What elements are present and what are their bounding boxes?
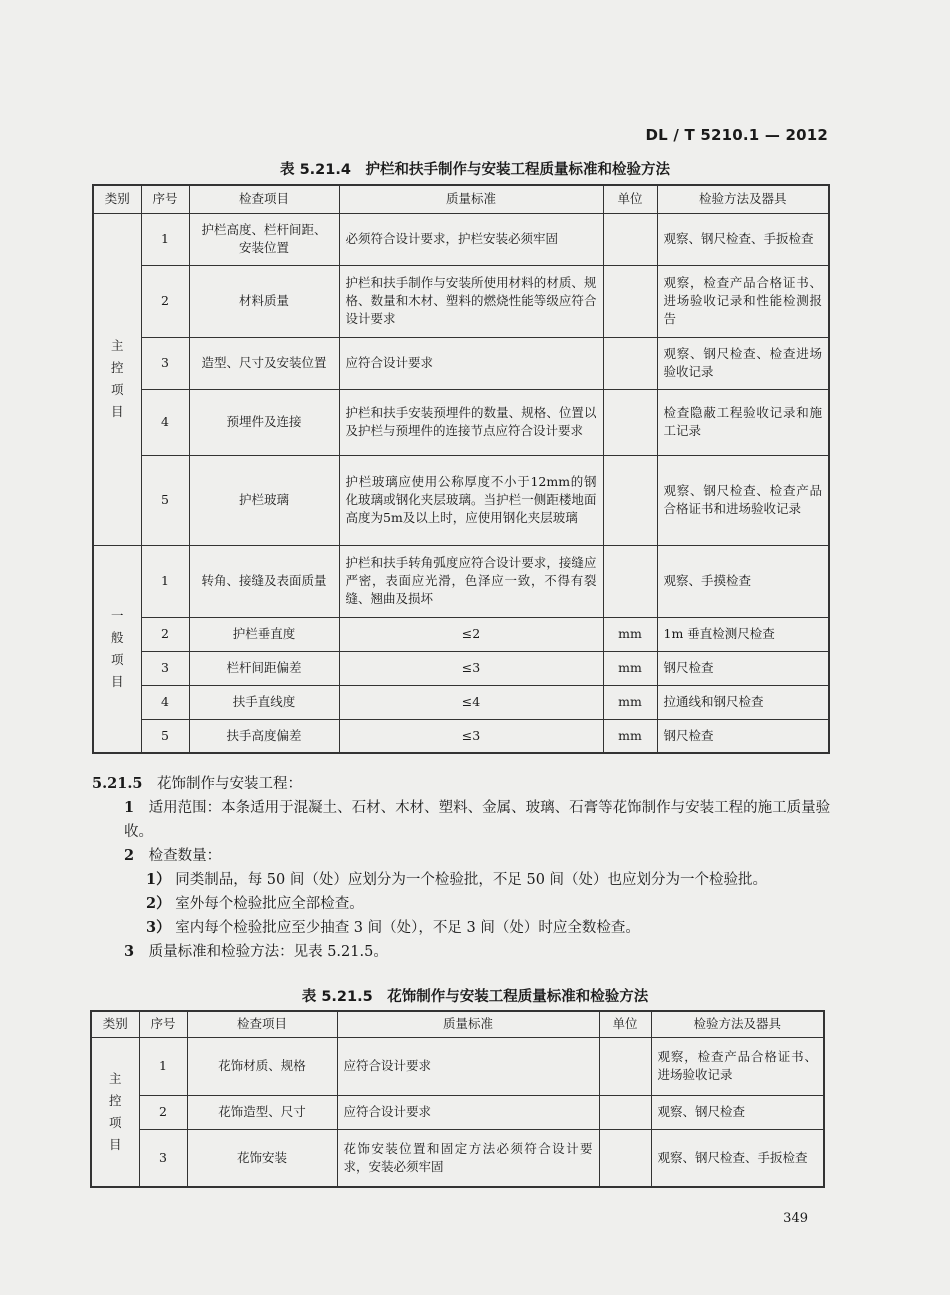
row-no: 2 xyxy=(139,1095,187,1129)
paragraph-1 xyxy=(92,796,832,844)
paragraph-2-2 xyxy=(92,892,832,916)
row-item: 护栏高度、栏杆间距、安装位置 xyxy=(189,213,339,265)
row-standard: ≤3 xyxy=(339,719,603,753)
paragraph-2-2-text: 室外每个检验批应全部检查。 xyxy=(175,896,364,912)
row-item: 转角、接缝及表面质量 xyxy=(189,545,339,617)
row-method: 观察，检查产品合格证书、进场验收记录 xyxy=(651,1037,824,1095)
row-no: 4 xyxy=(141,389,189,455)
paragraph-2 xyxy=(92,844,832,868)
header-item: 检查项目 xyxy=(187,1011,337,1037)
table-header-row xyxy=(91,1011,824,1037)
row-method: 观察、钢尺检查、手扳检查 xyxy=(657,213,829,265)
table-header-row xyxy=(93,185,829,213)
row-no: 3 xyxy=(141,651,189,685)
table-row xyxy=(93,213,829,265)
table-row xyxy=(93,545,829,617)
row-standard: 护栏和扶手转角弧度应符合设计要求，接缝应严密，表面应光滑，色泽应一致，不得有裂缝、翘曲及损坏 xyxy=(339,545,603,617)
paragraph-3-no: 3 xyxy=(124,943,135,960)
category-cell xyxy=(91,1037,139,1187)
header-no: 序号 xyxy=(139,1011,187,1037)
section-heading-text: 花饰制作与安装工程： xyxy=(156,776,302,792)
header-standard: 质量标准 xyxy=(337,1011,599,1037)
row-item: 花饰安装 xyxy=(187,1129,337,1187)
table-5-21-5-title: 表 5.21.5 花饰制作与安装工程质量标准和检验方法 xyxy=(301,989,649,1005)
paragraph-2-3-text: 室内每个检验批应至少抽查 3 间（处），不足 3 间（处）时应全数检查。 xyxy=(175,920,640,936)
header-method: 检验方法及器具 xyxy=(651,1011,824,1037)
table-row xyxy=(93,719,829,753)
header-method: 检验方法及器具 xyxy=(657,185,829,213)
paragraph-2-2-no: 2） xyxy=(146,895,171,912)
paragraph-2-3 xyxy=(92,916,832,940)
row-standard: 应符合设计要求 xyxy=(337,1037,599,1095)
row-unit xyxy=(603,545,657,617)
row-standard: 花饰安装位置和固定方法必须符合设计要求，安装必须牢固 xyxy=(337,1129,599,1187)
header-category: 类别 xyxy=(93,185,141,213)
row-method: 检查隐蔽工程验收记录和施工记录 xyxy=(657,389,829,455)
table-row xyxy=(91,1129,824,1187)
table-row xyxy=(93,265,829,337)
table-row xyxy=(91,1095,824,1129)
row-unit xyxy=(603,337,657,389)
row-method: 1m 垂直检测尺检查 xyxy=(657,617,829,651)
section-heading xyxy=(92,772,832,796)
paragraph-2-3-no: 3） xyxy=(146,919,171,936)
section-heading-no: 5.21.5 xyxy=(92,775,143,792)
paragraph-2-1-text: 同类制品，每 50 间（处）应划分为一个检验批，不足 50 间（处）也应划分为一个检验批。 xyxy=(175,872,768,888)
row-standard: 护栏和扶手制作与安装所使用材料的材质、规格、数量和木材、塑料的燃烧性能等级应符合设计要求 xyxy=(339,265,603,337)
row-item: 栏杆间距偏差 xyxy=(189,651,339,685)
table-5-21-4 xyxy=(92,184,830,754)
row-no: 5 xyxy=(141,719,189,753)
standard-code: DL / T 5210.1 — 2012 xyxy=(645,126,828,144)
row-item: 扶手高度偏差 xyxy=(189,719,339,753)
row-item: 预埋件及连接 xyxy=(189,389,339,455)
row-standard: ≤2 xyxy=(339,617,603,651)
row-unit xyxy=(603,265,657,337)
row-unit: mm xyxy=(603,617,657,651)
row-no: 1 xyxy=(139,1037,187,1095)
page-number: 349 xyxy=(783,1211,808,1226)
paragraph-3 xyxy=(92,940,832,964)
row-standard: 应符合设计要求 xyxy=(337,1095,599,1129)
header-item: 检查项目 xyxy=(189,185,339,213)
table-row xyxy=(93,685,829,719)
row-method: 钢尺检查 xyxy=(657,719,829,753)
row-standard: 护栏玻璃应使用公称厚度不小于12mm的钢化玻璃或钢化夹层玻璃。当护栏一侧距楼地面高度为5m及以上时，应使用钢化夹层玻璃 xyxy=(339,455,603,545)
row-unit: mm xyxy=(603,685,657,719)
row-no: 3 xyxy=(139,1129,187,1187)
table-row xyxy=(93,389,829,455)
row-standard: 护栏和扶手安装预埋件的数量、规格、位置以及护栏与预埋件的连接节点应符合设计要求 xyxy=(339,389,603,455)
paragraph-2-text: 检查数量： xyxy=(148,848,222,864)
section-5-21-5 xyxy=(92,772,832,964)
row-method: 观察、钢尺检查、检查产品合格证书和进场验收记录 xyxy=(657,455,829,545)
table-row xyxy=(93,455,829,545)
header-unit: 单位 xyxy=(603,185,657,213)
header-standard: 质量标准 xyxy=(339,185,603,213)
row-unit xyxy=(603,213,657,265)
header-unit: 单位 xyxy=(599,1011,651,1037)
row-no: 5 xyxy=(141,455,189,545)
row-method: 观察、钢尺检查、检查进场验收记录 xyxy=(657,337,829,389)
table-row xyxy=(93,651,829,685)
row-unit: mm xyxy=(603,651,657,685)
table-5-21-5 xyxy=(90,1010,825,1188)
row-item: 护栏垂直度 xyxy=(189,617,339,651)
row-method: 观察、手摸检查 xyxy=(657,545,829,617)
table-row xyxy=(93,617,829,651)
row-unit: mm xyxy=(603,719,657,753)
row-unit xyxy=(599,1129,651,1187)
paragraph-1-text: 适用范围：本条适用于混凝土、石材、木材、塑料、金属、玻璃、石膏等花饰制作与安装工程的施工质量验收。 xyxy=(124,800,831,840)
row-no: 1 xyxy=(141,545,189,617)
row-method: 拉通线和钢尺检查 xyxy=(657,685,829,719)
row-method: 钢尺检查 xyxy=(657,651,829,685)
paragraph-1-no: 1 xyxy=(124,799,135,816)
paragraph-3-text: 质量标准和检验方法：见表 5.21.5。 xyxy=(148,944,388,960)
row-method: 观察、钢尺检查、手扳检查 xyxy=(651,1129,824,1187)
table-row xyxy=(93,337,829,389)
row-item: 造型、尺寸及安装位置 xyxy=(189,337,339,389)
row-standard: ≤4 xyxy=(339,685,603,719)
row-standard: 必须符合设计要求，护栏安装必须牢固 xyxy=(339,213,603,265)
row-standard: ≤3 xyxy=(339,651,603,685)
header-no: 序号 xyxy=(141,185,189,213)
paragraph-2-1-no: 1） xyxy=(146,871,171,888)
row-no: 2 xyxy=(141,265,189,337)
row-method: 观察、钢尺检查 xyxy=(651,1095,824,1129)
row-method: 观察，检查产品合格证书、进场验收记录和性能检测报告 xyxy=(657,265,829,337)
category-label: 主控项目 xyxy=(110,338,124,419)
header-category: 类别 xyxy=(91,1011,139,1037)
row-item: 花饰造型、尺寸 xyxy=(187,1095,337,1129)
category-cell xyxy=(93,545,141,753)
row-no: 1 xyxy=(141,213,189,265)
category-cell xyxy=(93,213,141,545)
table-5-21-4-title: 表 5.21.4 护栏和扶手制作与安装工程质量标准和检验方法 xyxy=(280,162,670,178)
row-unit xyxy=(603,455,657,545)
row-no: 4 xyxy=(141,685,189,719)
row-standard: 应符合设计要求 xyxy=(339,337,603,389)
row-item: 材料质量 xyxy=(189,265,339,337)
paragraph-2-1 xyxy=(92,868,832,892)
row-item: 护栏玻璃 xyxy=(189,455,339,545)
category-label: 主控项目 xyxy=(108,1070,122,1152)
table-row xyxy=(91,1037,824,1095)
row-unit xyxy=(599,1037,651,1095)
row-no: 3 xyxy=(141,337,189,389)
row-unit xyxy=(603,389,657,455)
category-label: 一般项目 xyxy=(110,607,124,689)
row-item: 花饰材质、规格 xyxy=(187,1037,337,1095)
paragraph-2-no: 2 xyxy=(124,847,135,864)
row-unit xyxy=(599,1095,651,1129)
row-item: 扶手直线度 xyxy=(189,685,339,719)
row-no: 2 xyxy=(141,617,189,651)
